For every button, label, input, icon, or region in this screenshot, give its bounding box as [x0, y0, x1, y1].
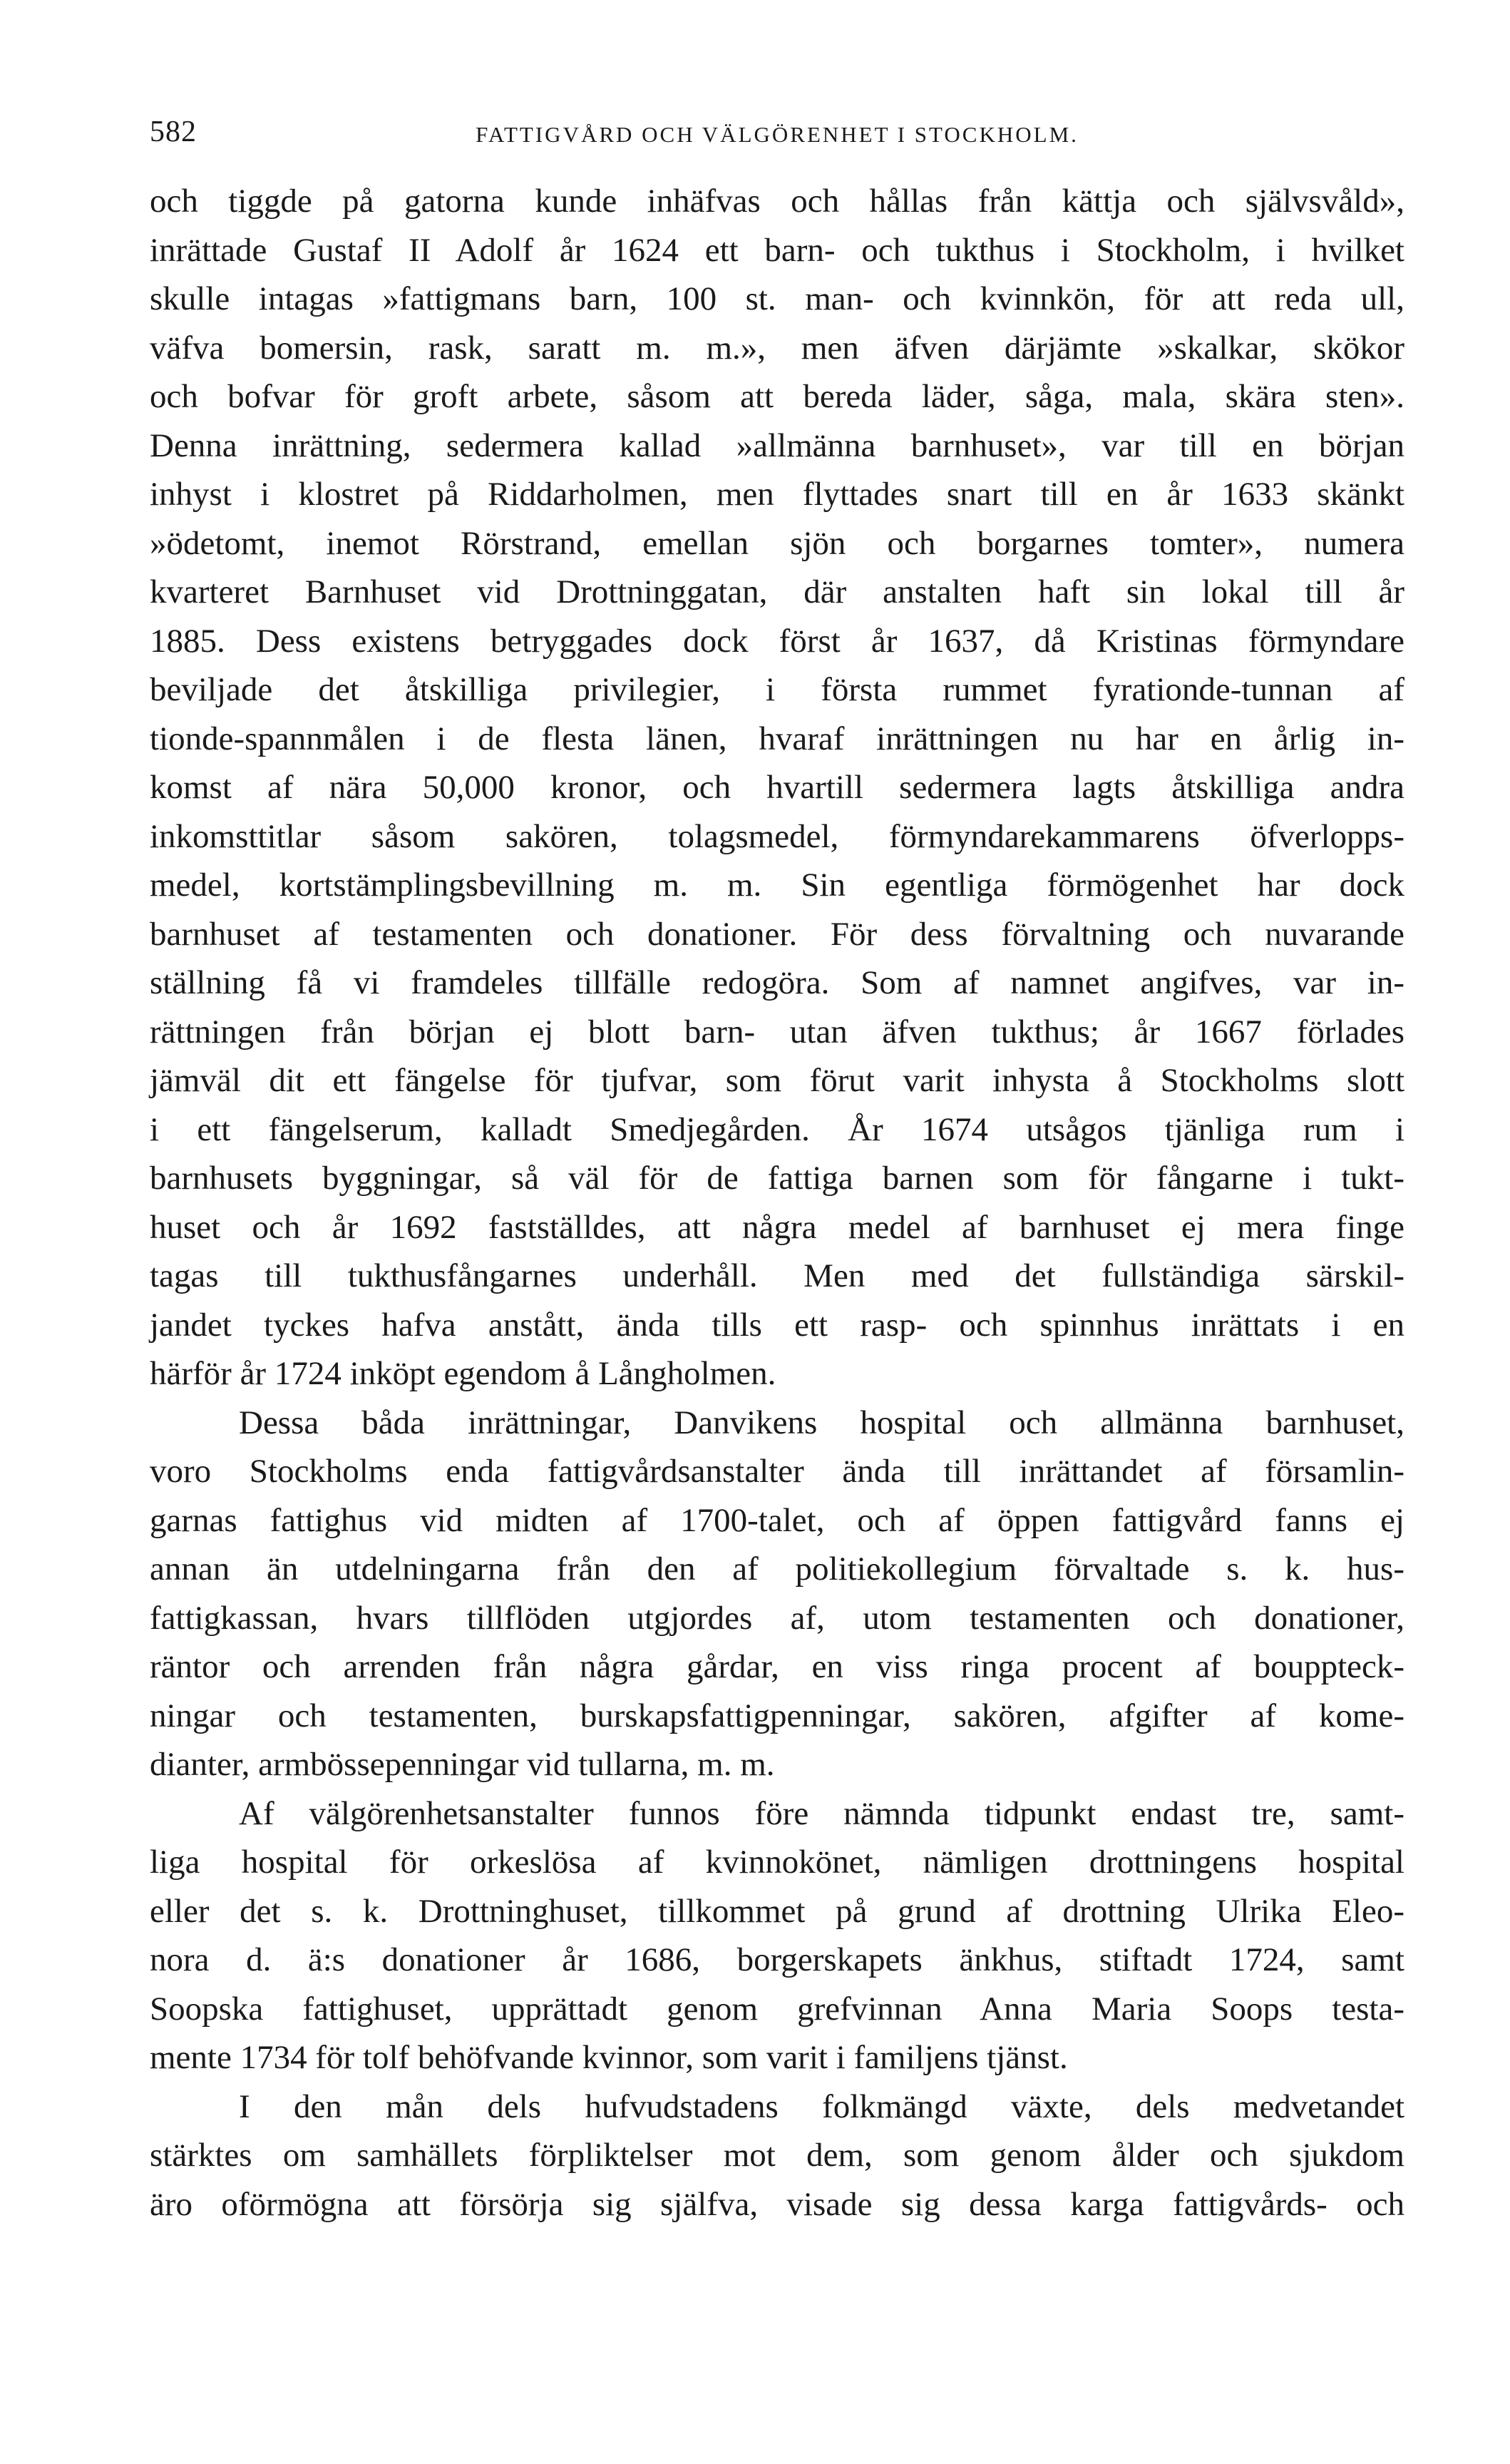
text-line: Denna inrättning, sedermera kallad »allmänna barnhuset», var till en början: [150, 426, 1404, 464]
body-text: [150, 177, 1404, 2229]
running-title: FATTIGVÅRD OCH VÄLGÖRENHET I STOCKHOLM.: [476, 122, 1079, 147]
page-number: 582: [150, 116, 197, 148]
text-line: inrättade Gustaf II Adolf år 1624 ett barn- och tukthus i Stockholm, i hvilket: [150, 231, 1404, 269]
text-line: barnhusets byggningar, så väl för de fattiga barnen som för fångarne i tukt-: [150, 1160, 1404, 1197]
page-header: [150, 111, 1404, 153]
text-line: 1885. Dess existens betryggades dock först år 1637, då Kristinas förmyndare: [150, 622, 1404, 660]
text-line: I den mån dels hufvudstadens folkmängd växte, dels medvetandet: [239, 2087, 1404, 2125]
text-line: äro oförmögna att försörja sig själfva, visade sig dessa karga fattigvårds- och: [150, 2185, 1404, 2223]
text-line: härför år 1724 inköpt egendom å Långholmen.: [150, 1355, 776, 1392]
text-line: stärktes om samhällets förpliktelser mot dem, som genom ålder och sjukdom: [150, 2137, 1404, 2174]
text-line: väfva bomersin, rask, saratt m. m.», men äfven därjämte »skalkar, skökor: [150, 329, 1404, 367]
text-line: liga hospital för orkeslösa af kvinnokönet, nämligen drottningens hospital: [150, 1844, 1404, 1881]
text-line: annan än utdelningarna från den af politiekollegium förvaltade s. k. hus-: [150, 1550, 1404, 1588]
text-line: skulle intagas »fattigmans barn, 100 st. man- och kvinnkön, för att reda ull,: [150, 280, 1404, 317]
text-line: mente 1734 för tolf behöfvande kvinnor, som varit i familjens tjänst.: [150, 2039, 1068, 2076]
text-line: och bofvar för groft arbete, såsom att bereda läder, såga, mala, skära sten».: [150, 378, 1404, 415]
text-line: Dessa båda inrättningar, Danvikens hospital och allmänna barnhuset,: [239, 1404, 1404, 1441]
text-line: ställning få vi framdeles tillfälle redogöra. Som af namnet angifves, var in-: [150, 964, 1404, 1001]
text-line: komst af nära 50,000 kronor, och hvartill sedermera lagts åtskilliga andra: [150, 769, 1404, 806]
text-line: dianter, armbössepenningar vid tullarna, m. m.: [150, 1746, 775, 1783]
text-line: tagas till tukthusfångarnes underhåll. Men med det fullständiga särskil-: [150, 1257, 1404, 1294]
text-line: huset och år 1692 fastställdes, att några medel af barnhuset ej mera finge: [150, 1208, 1404, 1246]
text-line: Soopska fattighuset, upprättadt genom grefvinnan Anna Maria Soops testa-: [150, 1990, 1404, 2028]
text-line: inhyst i klostret på Riddarholmen, men flyttades snart till en år 1633 skänkt: [150, 476, 1404, 513]
text-line: eller det s. k. Drottninghuset, tillkommet på grund af drottning Ulrika Eleo-: [150, 1892, 1404, 1930]
text-line: i ett fängelserum, kalladt Smedjegården. År 1674 utsågos tjänliga rum i: [150, 1110, 1404, 1148]
text-line: kvarteret Barnhuset vid Drottninggatan, där anstalten haft sin lokal till år: [150, 573, 1404, 610]
text-line: medel, kortstämplingsbevillning m. m. Sin egentliga förmögenhet har dock: [150, 867, 1404, 904]
text-line: jandet tyckes hafva anstått, ända tills ett rasp- och spinnhus inrättats i en: [150, 1306, 1404, 1344]
text-line: garnas fattighus vid midten af 1700-talet, och af öppen fattigvård fanns ej: [150, 1501, 1404, 1539]
text-line: fattigkassan, hvars tillflöden utgjordes af, utom testamenten och donationer,: [150, 1599, 1404, 1637]
text-line: inkomsttitlar såsom sakören, tolagsmedel, förmyndarekammarens öfverlopps-: [150, 817, 1404, 855]
text-line: ningar och testamenten, burskapsfattigpenningar, sakören, afgifter af kome-: [150, 1697, 1404, 1734]
text-line: barnhuset af testamenten och donationer. För dess förvaltning och nuvarande: [150, 915, 1404, 953]
text-line: beviljade det åtskilliga privilegier, i första rummet fyrationde-tunnan af: [150, 671, 1404, 708]
text-line: »ödetomt, inemot Rörstrand, emellan sjön och borgarnes tomter», numera: [150, 524, 1404, 562]
text-line: jämväl dit ett fängelse för tjufvar, som förut varit inhysta å Stockholms slott: [150, 1062, 1404, 1099]
text-line: och tiggde på gatorna kunde inhäfvas och hållas från kättja och självsvåld»,: [150, 183, 1404, 220]
text-line: voro Stockholms enda fattigvårdsanstalter ända till inrättandet af församlin-: [150, 1453, 1404, 1490]
text-line: nora d. ä:s donationer år 1686, borgerskapets änkhus, stiftadt 1724, samt: [150, 1941, 1404, 1978]
text-line: rättningen från början ej blott barn- utan äfven tukthus; år 1667 förlades: [150, 1013, 1404, 1050]
text-line: Af välgörenhetsanstalter funnos före nämnda tidpunkt endast tre, samt-: [239, 1794, 1404, 1832]
text-line: tionde-spannmålen i de flesta länen, hvaraf inrättningen nu har en årlig in-: [150, 720, 1404, 757]
text-line: räntor och arrenden från några gårdar, en viss ringa procent af bouppteck-: [150, 1648, 1404, 1685]
